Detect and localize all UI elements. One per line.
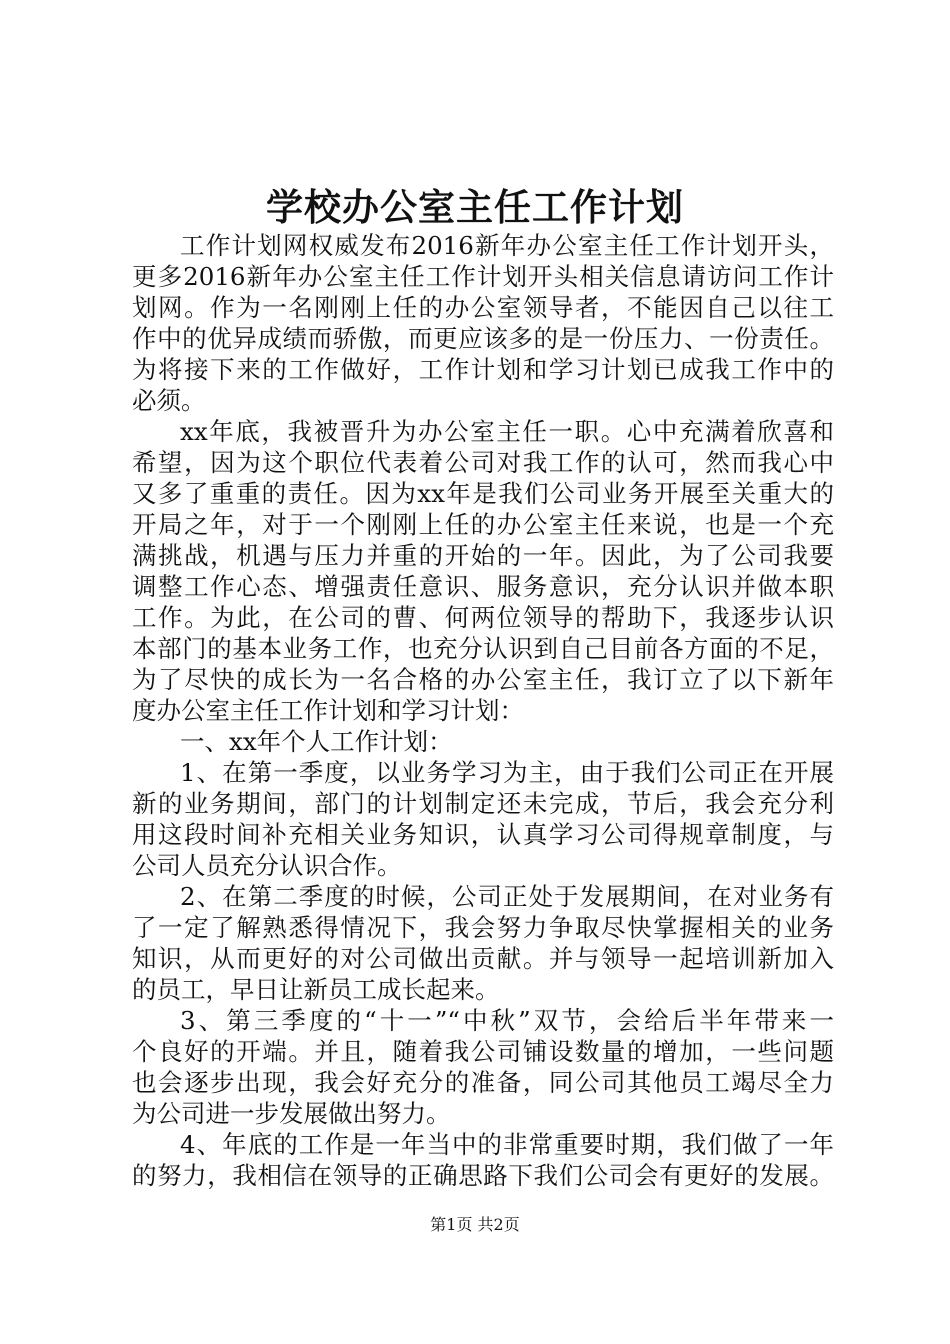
document-title: 学校办公室主任工作计划 (266, 185, 684, 229)
document-body (132, 230, 834, 1191)
body-text-line: 新的业务期间，部门的计划制定还未完成，节后，我会充分利 (132, 789, 834, 818)
body-text-line: 2、在第二季度的时候，公司正处于发展期间，在对业务有 (180, 882, 834, 911)
body-text-line: 为了尽快的成长为一名合格的办公室主任，我订立了以下新年 (132, 665, 834, 694)
body-text-line: 公司人员充分认识合作。 (132, 851, 402, 880)
body-text-line: 3、第三季度的“十一”“中秋”双节，会给后半年带来一 (180, 1006, 834, 1035)
body-text-line: 工作。为此，在公司的曹、何两位领导的帮助下，我逐步认识 (132, 603, 834, 632)
body-text-line: 本部门的基本业务工作，也充分认识到自己目前各方面的不足， (132, 634, 834, 663)
body-text-line: 为公司进一步发展做出努力。 (132, 1099, 451, 1128)
body-text-line: 更多2016新年办公室主任工作计划开头相关信息请访问工作计 (132, 262, 834, 291)
body-text-line: 的努力，我相信在领导的正确思路下我们公司会有更好的发展。 (132, 1161, 834, 1190)
body-text-line: 知识，从而更好的对公司做出贡献。并与领导一起培训新加入 (132, 944, 834, 973)
body-text-line: 1、在第一季度，以业务学习为主，由于我们公司正在开展 (180, 758, 834, 787)
body-text-line: 个良好的开端。并且，随着我公司铺设数量的增加，一些问题 (132, 1037, 834, 1066)
body-text-line: 又多了重重的责任。因为xx年是我们公司业务开展至关重大的 (132, 479, 834, 508)
body-text-line: 的员工，早日让新员工成长起来。 (132, 975, 500, 1004)
body-text-line: 作中的优异成绩而骄傲，而更应该多的是一份压力、一份责任。 (132, 324, 834, 353)
body-text-line: 满挑战，机遇与压力并重的开始的一年。因此，为了公司我要 (132, 541, 834, 570)
body-text-line: 调整工作心态、增强责任意识、服务意识，充分认识并做本职 (132, 572, 834, 601)
body-text-line: 用这段时间补充相关业务知识，认真学习公司得规章制度，与 (132, 820, 834, 849)
body-text-line: 开局之年，对于一个刚刚上任的办公室主任来说，也是一个充 (132, 510, 834, 539)
body-text-line: 4、年底的工作是一年当中的非常重要时期，我们做了一年 (180, 1130, 834, 1159)
body-text-line: 了一定了解熟悉得情况下，我会努力争取尽快掌握相关的业务 (132, 913, 834, 942)
body-text-line: 希望，因为这个职位代表着公司对我工作的认可，然而我心中 (132, 448, 834, 477)
body-text-line: 必须。 (132, 386, 206, 415)
body-text-line: xx年底，我被晋升为办公室主任一职。心中充满着欣喜和 (180, 417, 834, 446)
body-text-line: 一、xx年个人工作计划： (180, 727, 453, 756)
page-number-footer: 第1页 共2页 (430, 1215, 520, 1234)
body-text-line: 工作计划网权威发布2016新年办公室主任工作计划开头， (180, 231, 834, 260)
body-text-line: 度办公室主任工作计划和学习计划： (132, 696, 524, 725)
body-text-line: 为将接下来的工作做好，工作计划和学习计划已成我工作中的 (132, 355, 834, 384)
body-text-line: 划网。作为一名刚刚上任的办公室领导者，不能因自己以往工 (132, 293, 834, 322)
body-text-line: 也会逐步出现，我会好充分的准备，同公司其他员工竭尽全力 (132, 1068, 834, 1097)
